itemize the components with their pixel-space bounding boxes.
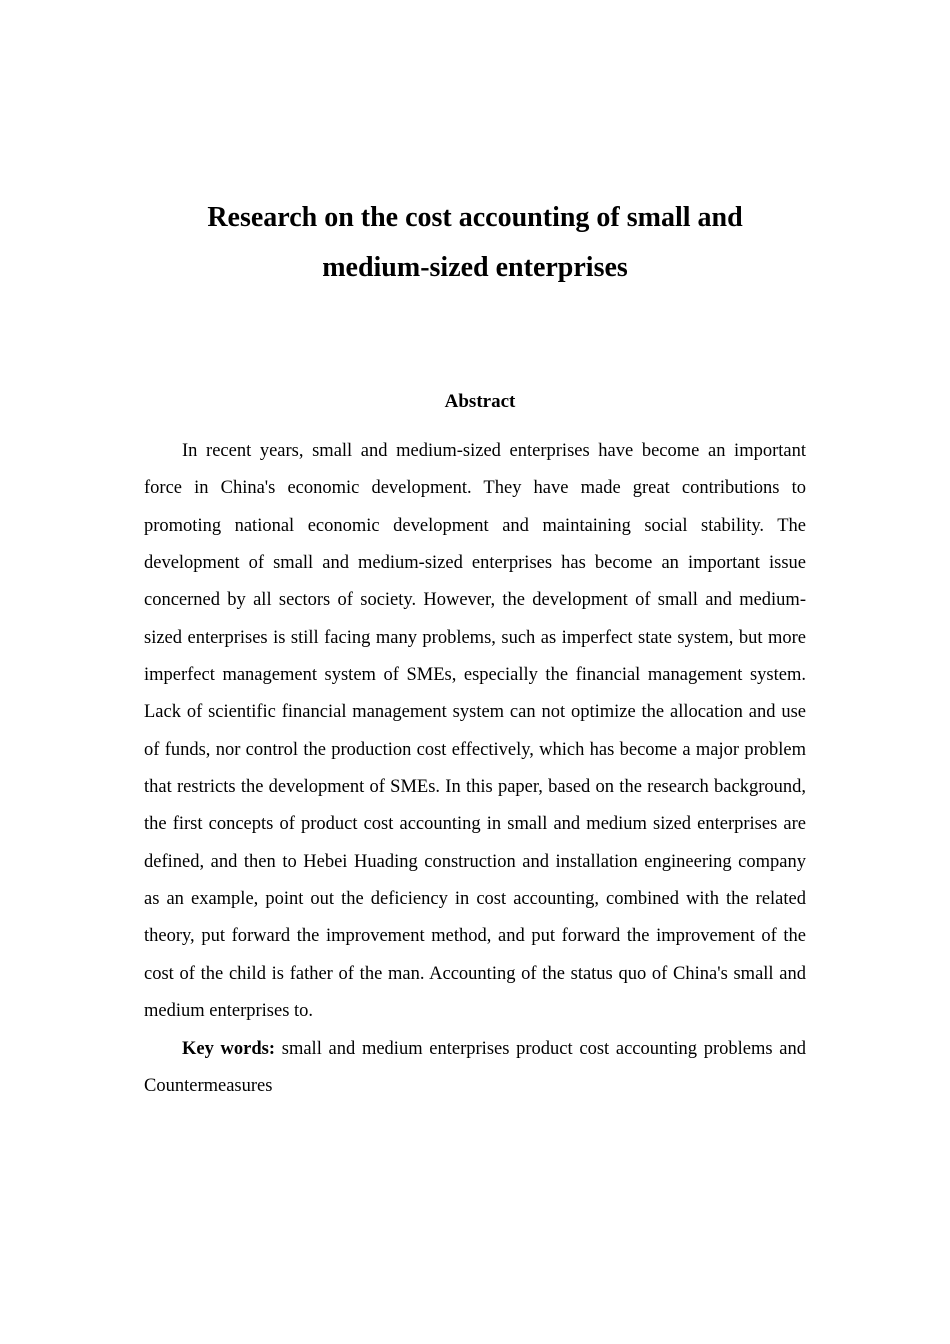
- abstract-paragraph: In recent years, small and medium-sized enterprises have become an important force in China's economic development. They have made great contributions to promoting national economic development and maintaining social stability. The development of small and medium-sized enterprises has become an important issue concerned by all sectors of society. However, the development of small and medium-sized enterprises is still facing many problems, such as imperfect state system, but more imperfect management system of SMEs, especially the financial management system. Lack of scientific financial management system can not optimize the allocation and use of funds, nor control the production cost effectively, which has become a major problem that restricts the development of SMEs. In this paper, based on the research background, the first concepts of product cost accounting in small and medium sized enterprises are defined, and then to Hebei Huading construction and installation engineering company as an example, point out the deficiency in cost accounting, combined with the related theory, put forward the improvement method, and put forward the improvement of the cost of the child is father of the man. Accounting of the status quo of China's small and medium enterprises to.: [144, 441, 806, 1022]
- keywords-label: Key words:: [182, 1038, 276, 1059]
- abstract-heading: Abstract: [444, 391, 516, 412]
- title-line-1: Research on the cost accounting of small and: [207, 202, 743, 233]
- abstract-body: [144, 433, 806, 1105]
- document-title: [144, 193, 806, 293]
- title-line-2: medium-sized enterprises: [322, 252, 628, 283]
- keywords-text: small and medium enterprises product cost accounting problems and Countermeasures: [144, 1038, 807, 1096]
- keywords-paragraph: [144, 1031, 806, 1106]
